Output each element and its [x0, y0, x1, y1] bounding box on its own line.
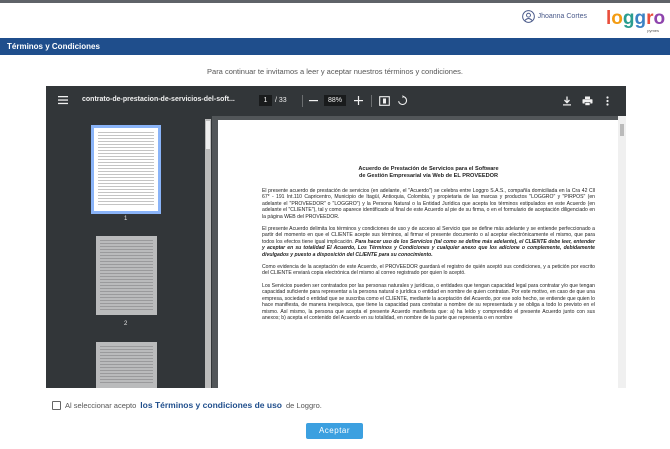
document-paragraph — [262, 226, 595, 258]
logo-subtitle: pymes — [647, 28, 659, 33]
file-name: contrato-de-prestacion-de-servicios-del-soft... — [82, 96, 235, 103]
check-label-prefix: Al seleccionar acepto — [65, 400, 137, 410]
pdf-viewer — [46, 86, 626, 388]
sidebar-scrollbar[interactable] — [205, 119, 211, 388]
page-scrollbar-thumb[interactable] — [620, 124, 624, 136]
thumbnail-content — [100, 240, 153, 311]
zoom-level-input[interactable]: 88% — [324, 95, 346, 106]
document-paragraph: Como evidencia de la aceptación de este Acuerdo, el PROVEEDOR guardará el registro de quién aceptó sus condiciones, y a petición por escrito del CLIENTE enviará copia electrónica del mismo al correo registrado por quien lo aceptó. — [262, 264, 595, 277]
minus-icon — [309, 96, 318, 105]
terms-acceptance — [52, 400, 322, 410]
thumbnail-content — [98, 132, 154, 207]
thumbnail-sidebar — [46, 116, 212, 388]
thumbnail-page-2[interactable] — [96, 236, 157, 315]
sidebar-scrollbar-thumb[interactable] — [206, 121, 210, 149]
user-icon — [522, 10, 535, 23]
rotate-icon — [397, 95, 408, 106]
accept-button[interactable]: Aceptar — [306, 423, 363, 439]
accept-terms-checkbox[interactable] — [52, 401, 61, 410]
paragraph-text: El presente Acuerdo delimita los términos y condiciones de uso y de acceso al Servicio que se define más adelante y se entiende perfeccionado a partir del momento en que el CLIENTE acepte sus términos, al firmar el presente documento o al aceptar electrónicamente el mismo, que para todos los efectos tiene igual implicación. — [262, 226, 595, 245]
document-paragraph: El presente acuerdo de prestación de servicios (en adelante, el "Acuerdo") se celebra entre Loggro S.A.S., compañía domiciliada en la Cra 42 Cll 67* - 191 Int.110 Capricentro, Municipio de Itagüí, Antioquia, Colombia, y propietaria de las marcas y productos "LOGGRO" y "PIRPOS" (en adelante el "PROVEEDOR" o "LOGGRO") y la Persona Natural o la Entidad Jurídica que acepta los términos estipulados en este Acuerdo (en adelante el "CLIENTE"), tal y como aparece identificado al final de este Acuerdo al pie de su firma, o en el formulario de aceptación diligenciado en la página WEB del PROVEEDOR. — [262, 188, 595, 220]
user-menu[interactable] — [522, 10, 587, 23]
page-indicator — [259, 95, 287, 106]
document-paragraph: Los Servicios pueden ser contratados por las personas naturales y jurídicas, o entidades que tengan capacidad legal para contratar y/o que tengan capacidad suficiente para representar a la persona natural o jurídica o entidad en nombre de quien contratan. Por este motivo, en caso de que una empresa, sociedad o entidad que se suscriba como el CLIENTE, mediante la aceptación del Acuerdo, por ese solo hecho, se entiende que quien lo hace manifiesta, de manera inequívoca, que tiene la capacidad para contratar a nombre de su representada y se obliga a todo lo previsto en el mismo. Así mismo, la persona que acepta el presente Acuerdo manifiesta que: a) ha leído y comprendido el presente Acuerdo junto con sus anexos; b) acepta el contenido del Acuerdo en su totalidad, en nombre de la parte que representa o en nombre — [262, 282, 595, 321]
check-label-suffix: de Loggro. — [286, 400, 322, 410]
thumbnail-content — [100, 346, 153, 384]
rotate-button[interactable] — [396, 94, 409, 107]
fit-page-button[interactable] — [378, 94, 391, 107]
toolbar-divider — [371, 95, 372, 107]
thumbnail-page-3[interactable] — [96, 342, 157, 388]
page-title: Términos y Condiciones — [7, 42, 100, 51]
more-vertical-icon — [606, 96, 609, 106]
plus-icon — [354, 96, 363, 105]
page-number-input[interactable]: 1 — [259, 95, 272, 106]
pdf-toolbar — [46, 86, 626, 116]
toolbar-divider — [302, 95, 303, 107]
menu-icon[interactable] — [57, 94, 69, 106]
intro-text: Para continuar te invitamos a leer y aceptar nuestros términos y condiciones. — [207, 67, 463, 76]
document-title-line1: Acuerdo de Prestación de Servicios para el Software — [358, 166, 499, 172]
svg-text:loggro: loggro — [606, 8, 666, 29]
page-scrollbar[interactable] — [618, 116, 626, 388]
logo-graphic — [606, 7, 666, 29]
fit-to-page-icon — [379, 96, 390, 106]
app-header — [0, 3, 670, 35]
document-title — [262, 166, 595, 180]
document-text — [262, 166, 595, 327]
download-icon — [562, 96, 572, 106]
pdf-page — [218, 120, 618, 388]
thumbnail-page-1[interactable] — [94, 128, 158, 211]
page-title-bar — [0, 38, 670, 55]
loggro-logo[interactable] — [606, 7, 666, 33]
thumbnail-label: 2 — [124, 321, 128, 327]
user-name: Jhoanna Cortes — [537, 13, 587, 20]
zoom-in-button[interactable] — [352, 94, 365, 107]
terms-link[interactable]: los Términos y condiciones de uso — [140, 400, 282, 410]
document-title-line2: de Gestión Empresarial vía Web de EL PROVEEDOR — [358, 173, 499, 179]
page-total: / 33 — [275, 97, 287, 104]
more-options-button[interactable] — [601, 94, 614, 107]
zoom-out-button[interactable] — [307, 94, 320, 107]
thumbnail-label: 1 — [124, 216, 128, 222]
paragraph-emphasis: Para hacer uso de los Servicios (tal como se define más adelante), el CLIENTE debe leer, entender y aceptar en su totalidad El Acuerdo, Los Términos y Condiciones y cualquier anexo que los adicione o complemente, debidamente divulgados y puesto a disposición del CLIENTE para su conocimiento. — [262, 238, 595, 258]
download-button[interactable] — [560, 94, 573, 107]
print-button[interactable] — [581, 94, 594, 107]
printer-icon — [582, 96, 593, 106]
